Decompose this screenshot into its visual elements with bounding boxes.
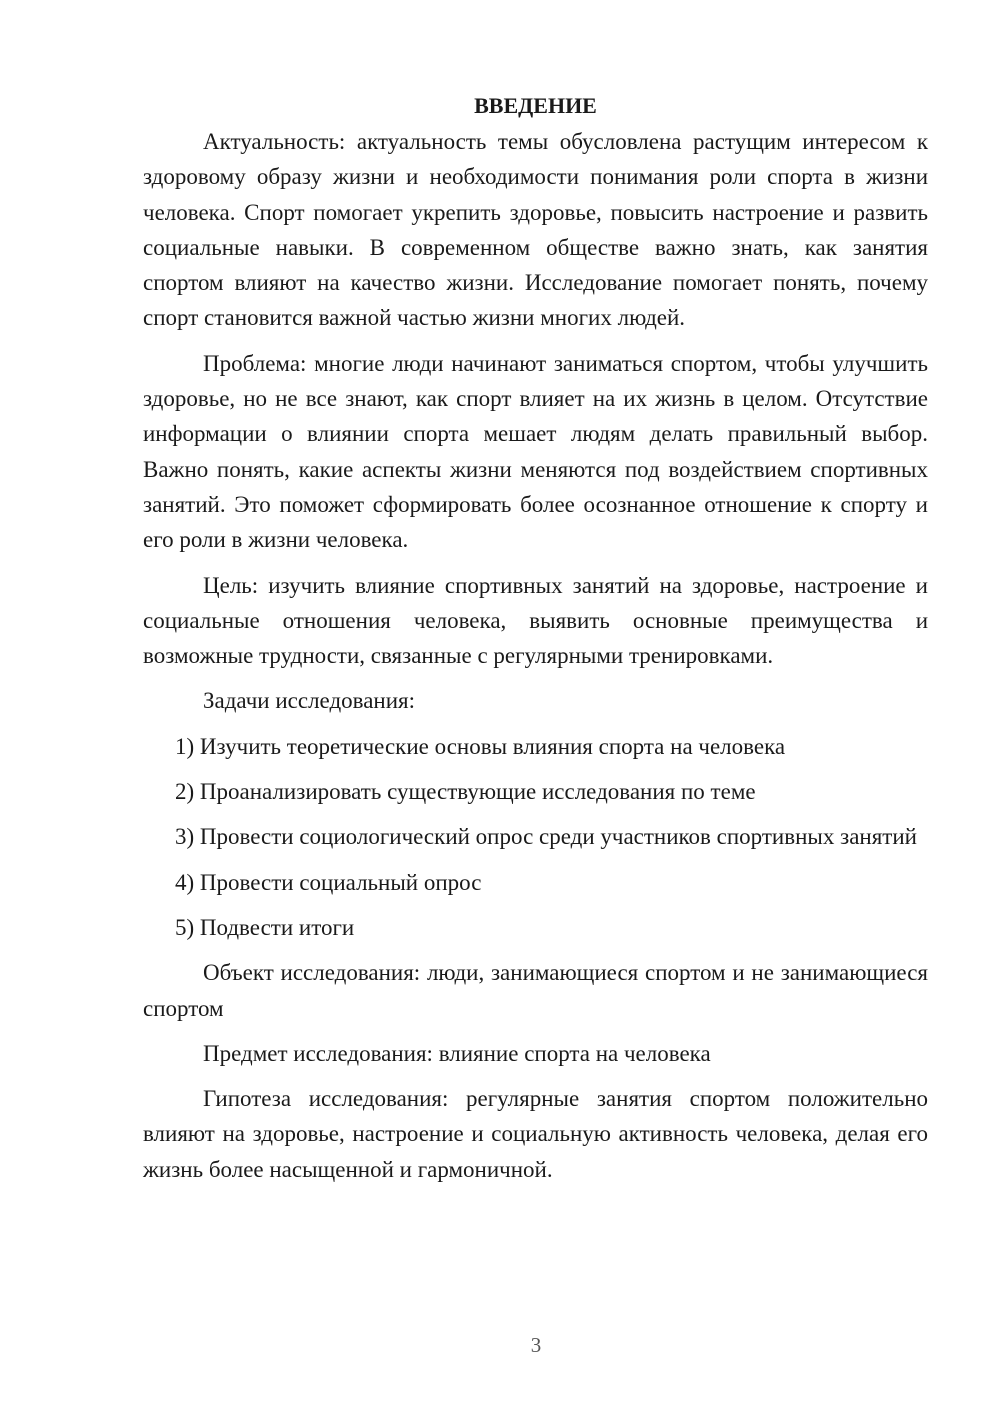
task-item: 4) Провести социальный опрос — [175, 869, 482, 895]
paragraph-relevance: Актуальность: актуальность темы обусловлена растущим интересом к здоровому образу жизни и необходимости понимания роли спорта в жизни человека. Спорт помогает укрепить здоровье, повысить настроение и развить социальные навыки. В современном обществе важно знать, как занятия спортом влияют на качество жизни. Исследование помогает понять, почему спорт становится важной частью жизни многих людей. — [143, 129, 928, 331]
paragraph-subject: Предмет исследования: влияние спорта на человека — [203, 1040, 711, 1066]
task-item: 2) Проанализировать существующие исследования по теме — [175, 779, 756, 805]
paragraph-object: Объект исследования: люди, занимающиеся спортом и не занимающиеся спортом — [143, 960, 928, 1021]
paragraph-problem: Проблема: многие люди начинают заниматься спортом, чтобы улучшить здоровье, но не все знают, как спорт влияет на их жизнь в целом. Отсутствие информации о влиянии спорта мешает людям делать правильный выбор. Важно понять, какие аспекты жизни меняются под воздействием спортивных занятий. Это поможет сформировать более осознанное отношение к спорту и его роли в жизни человека. — [143, 350, 928, 553]
task-item: 3) Провести социологический опрос среди участников спортивных занятий — [175, 824, 917, 850]
paragraph-goal: Цель: изучить влияние спортивных занятий на здоровье, настроение и социальные отношения человека, выявить основные преимущества и возможные трудности, связанные с регулярными тренировками. — [143, 572, 928, 669]
page-number: 3 — [530, 1333, 542, 1357]
page-content — [143, 88, 928, 1197]
paragraph-hypothesis: Гипотеза исследования: регулярные занятия спортом положительно влияют на здоровье, настроение и социальную активность человека, делая его жизнь более насыщенной и гармоничной. — [143, 1086, 928, 1182]
task-item: 1) Изучить теоретические основы влияния спорта на человека — [175, 733, 786, 759]
tasks-heading: Задачи исследования: — [203, 688, 416, 714]
page-title: ВВЕДЕНИЕ — [474, 93, 597, 118]
task-item: 5) Подвести итоги — [175, 914, 355, 940]
